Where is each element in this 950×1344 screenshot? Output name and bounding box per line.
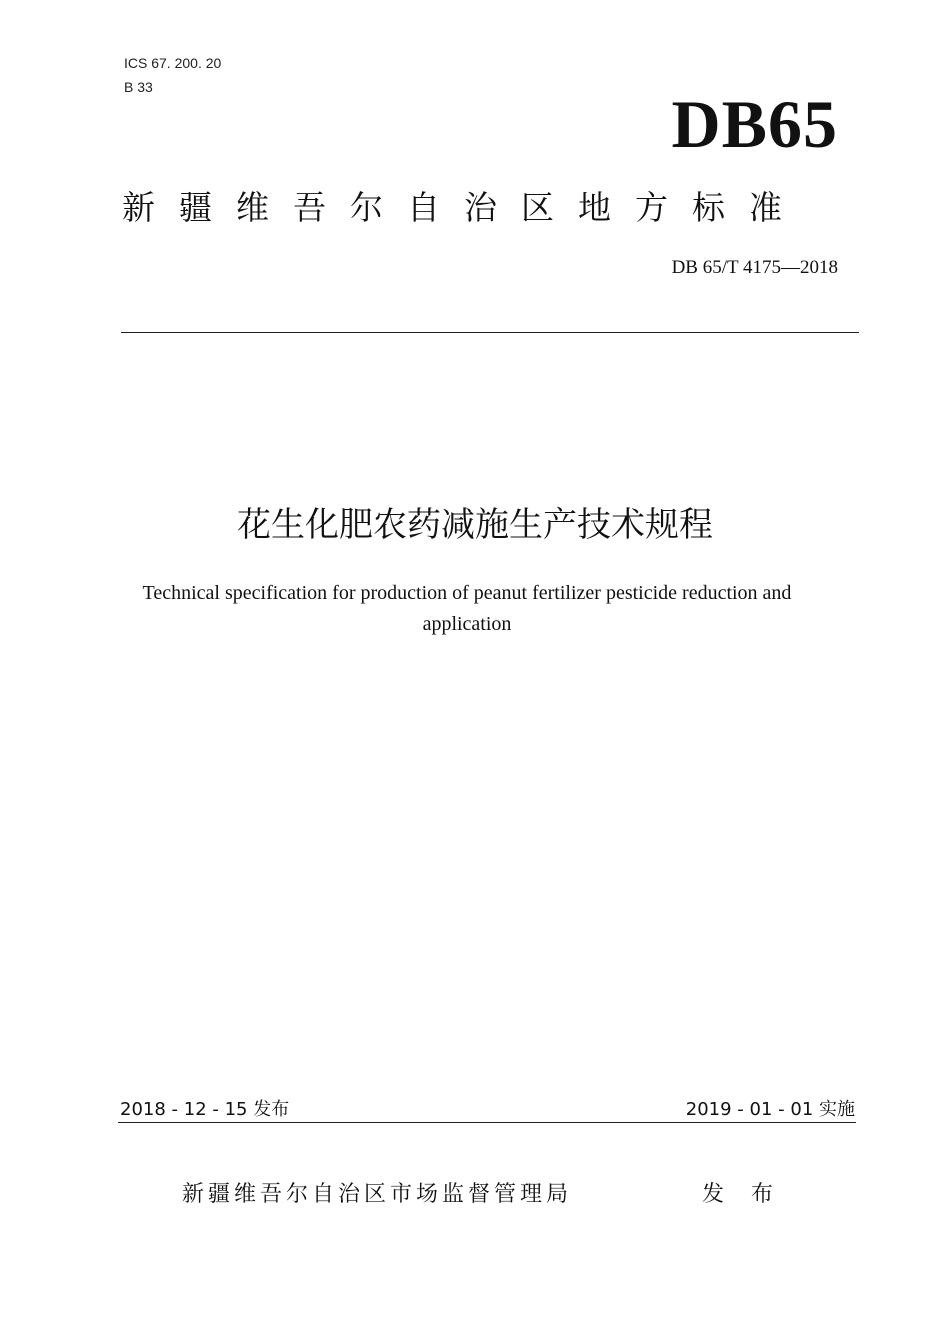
title-chinese: 花生化肥农药减施生产技术规程 xyxy=(237,505,713,545)
standard-type-heading: 新疆维吾尔自治区地方标准 xyxy=(122,188,806,227)
publisher-name: 新疆维吾尔自治区市场监督管理局 xyxy=(182,1182,573,1207)
top-divider xyxy=(121,332,859,333)
standard-number: DB 65/T 4175—2018 xyxy=(671,257,838,278)
title-english: Technical specification for production of peanut fertilizer pesticide reduction and application xyxy=(142,582,792,635)
bottom-divider xyxy=(118,1122,856,1123)
ccs-code: B 33 xyxy=(124,79,153,95)
standard-logo: DB65 xyxy=(671,86,838,162)
publish-label: 发 布 xyxy=(702,1182,783,1207)
implementation-date: 2019 - 01 - 01 实施 xyxy=(685,1099,855,1120)
ics-code: ICS 67. 200. 20 xyxy=(124,55,222,71)
issue-date: 2018 - 12 - 15 发布 xyxy=(120,1099,290,1120)
